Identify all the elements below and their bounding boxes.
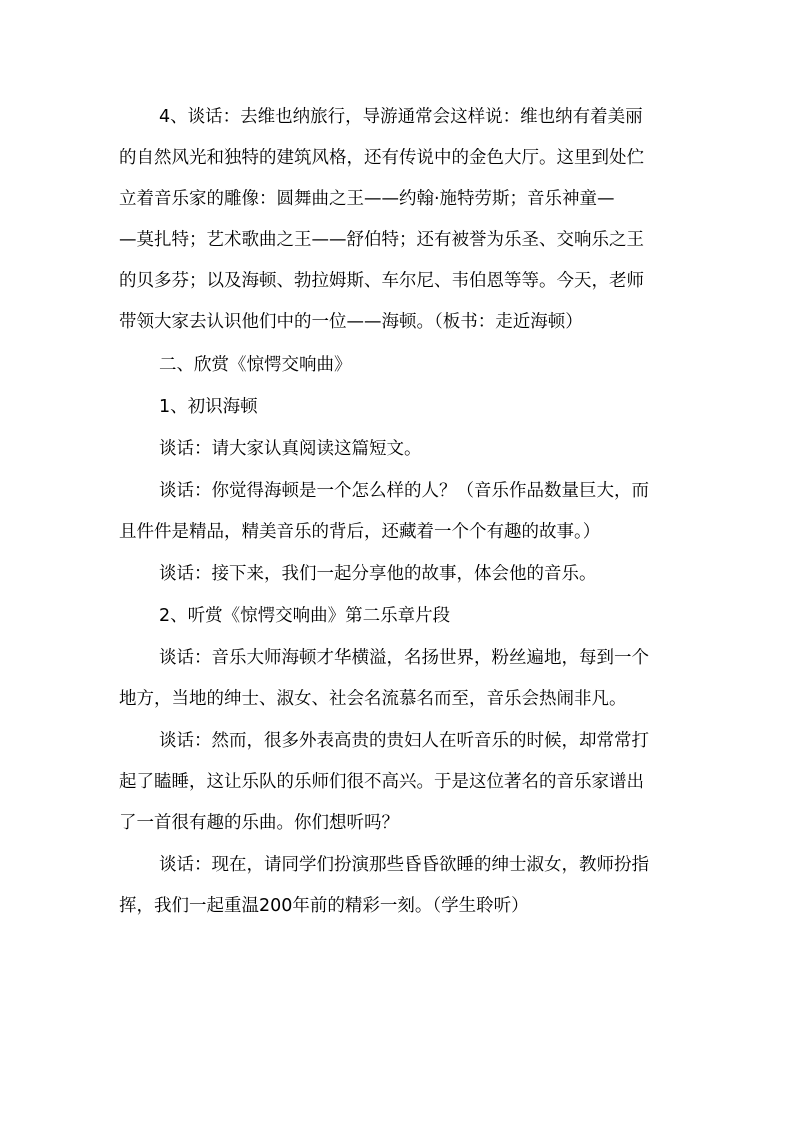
section-heading: 二、欣赏《惊愕交响曲》 xyxy=(159,355,352,375)
paragraph-line: 的自然风光和独特的建筑风格，还有传说中的金色大厅。这里到处伫 xyxy=(119,148,644,168)
paragraph-line: 立着音乐家的雕像：圆舞曲之王——约翰·施特劳斯；音乐神童— xyxy=(119,189,615,209)
subsection-heading: 1、初识海顿 xyxy=(159,397,258,417)
paragraph-line: 谈话：音乐大师海顿才华横溢，名扬世界，粉丝遍地，每到一个 xyxy=(159,648,649,668)
paragraph-line: 带领大家去认识他们中的一位——海顿。（板书：走近海顿） xyxy=(119,312,583,332)
paragraph-line: 谈话：请大家认真阅读这篇短文。 xyxy=(159,439,422,459)
paragraph-line: 且件件是精品，精美音乐的背后，还藏着一个个有趣的故事。） xyxy=(119,522,601,542)
paragraph-line: 谈话：然而，很多外表高贵的贵妇人在听音乐的时候，却常常打 xyxy=(159,731,649,751)
paragraph-line: —莫扎特；艺术歌曲之王——舒伯特；还有被誉为乐圣、交响乐之王 xyxy=(119,230,644,250)
subsection-heading: 2、听赏《惊愕交响曲》第二乐章片段 xyxy=(159,606,451,626)
paragraph-line: 起了瞌睡，这让乐队的乐师们很不高兴。于是这位著名的音乐家谱出 xyxy=(119,772,644,792)
paragraph-line: 挥，我们一起重温200年前的精彩一刻。（学生聆听） xyxy=(119,896,529,916)
paragraph-line: 谈话：接下来，我们一起分享他的故事，体会他的音乐。 xyxy=(159,564,597,584)
paragraph-line: 谈话：现在，请同学们扮演那些昏昏欲睡的绅士淑女，教师扮指 xyxy=(159,855,649,875)
paragraph-line: 4、谈话：去维也纳旅行，导游通常会这样说：维也纳有着美丽 xyxy=(159,107,643,127)
paragraph-line: 的贝多芬；以及海顿、勃拉姆斯、车尔尼、韦伯恩等等。今天，老师 xyxy=(119,271,644,291)
paragraph-line: 地方，当地的绅士、淑女、社会名流慕名而至，音乐会热闹非凡。 xyxy=(119,689,627,709)
paragraph-line: 谈话：你觉得海顿是一个怎么样的人？（音乐作品数量巨大，而 xyxy=(159,481,649,501)
paragraph-line: 了一首很有趣的乐曲。你们想听吗？ xyxy=(119,813,399,833)
